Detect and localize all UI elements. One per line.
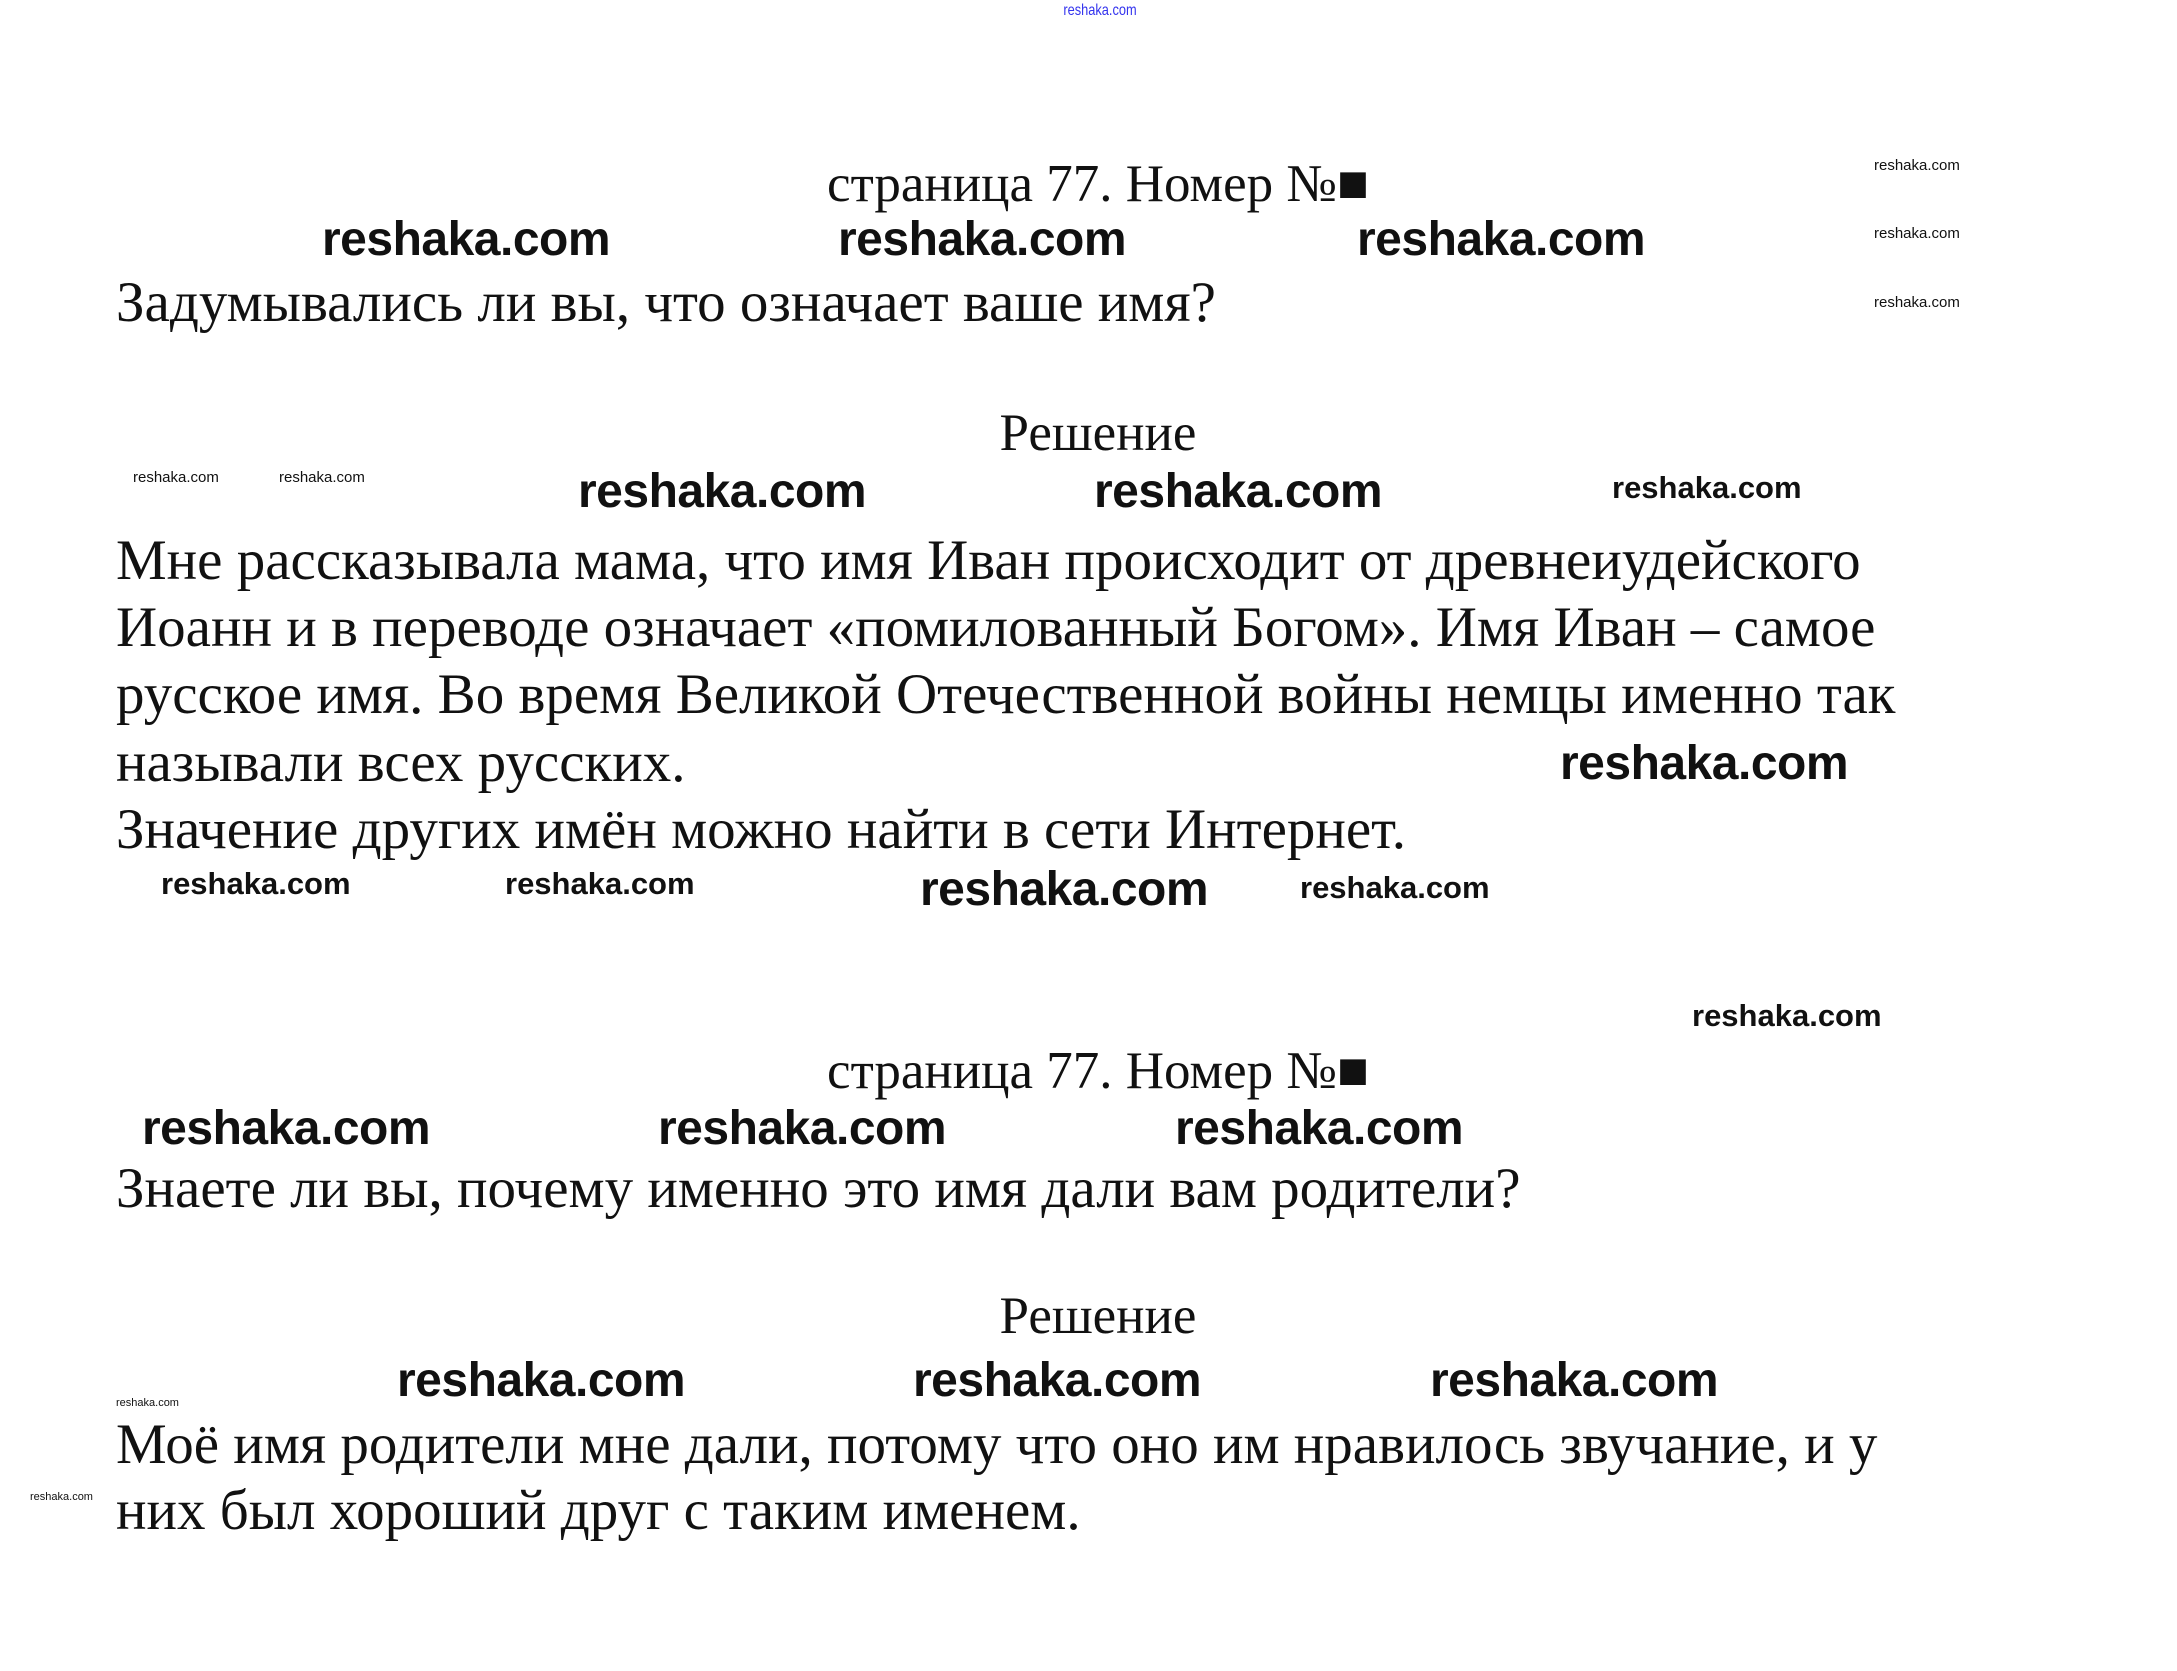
watermark: reshaka.com: [116, 1397, 179, 1409]
watermark: reshaka.com: [279, 469, 365, 486]
task1-answer-line: называли всех русских.: [116, 731, 686, 794]
watermark: reshaka.com: [1094, 465, 1383, 518]
task1-answer-line: Иоанн и в переводе означает «помилованный Богом». Имя Иван – самое: [116, 596, 1876, 659]
task2-solution-label: Решение: [999, 1287, 1197, 1345]
watermark: reshaka.com: [658, 1102, 947, 1155]
watermark: reshaka.com: [1560, 737, 1849, 790]
task2-answer-line: них был хороший друг с таким именем.: [116, 1479, 1081, 1542]
watermark: reshaka.com: [322, 213, 611, 266]
site-link[interactable]: reshaka.com: [1063, 2, 1137, 19]
watermark: reshaka.com: [1874, 294, 1960, 311]
watermark: reshaka.com: [1300, 870, 1490, 905]
task2-heading: страница 77. Номер №■: [827, 1042, 1369, 1100]
task1-heading: страница 77. Номер №■: [827, 155, 1369, 213]
watermark: reshaka.com: [397, 1354, 686, 1407]
watermark: reshaka.com: [1430, 1354, 1719, 1407]
task1-answer-line: Мне рассказывала мама, что имя Иван происходит от древнеиудейского: [116, 529, 1861, 592]
task1-solution-label: Решение: [999, 404, 1197, 462]
watermark: reshaka.com: [913, 1354, 1202, 1407]
watermark: reshaka.com: [578, 465, 867, 518]
watermark: reshaka.com: [142, 1102, 431, 1155]
watermark: reshaka.com: [838, 213, 1127, 266]
task1-question: Задумывались ли вы, что означает ваше имя?: [116, 271, 1216, 334]
watermark: reshaka.com: [1612, 470, 1802, 505]
watermark: reshaka.com: [1175, 1102, 1464, 1155]
task2-question: Знаете ли вы, почему именно это имя дали вам родители?: [116, 1157, 1521, 1220]
watermark: reshaka.com: [30, 1491, 93, 1503]
task1-answer-line: Значение других имён можно найти в сети Интернет.: [116, 798, 1407, 861]
watermark: reshaka.com: [1874, 225, 1960, 242]
watermark: reshaka.com: [920, 863, 1209, 916]
watermark: reshaka.com: [1692, 998, 1882, 1033]
watermark: reshaka.com: [505, 866, 695, 901]
task2-answer-line: Моё имя родители мне дали, потому что оно им нравилось звучание, и у: [116, 1413, 1878, 1476]
watermark: reshaka.com: [133, 469, 219, 486]
watermark: reshaka.com: [1874, 157, 1960, 174]
watermark: reshaka.com: [1357, 213, 1646, 266]
watermark: reshaka.com: [161, 866, 351, 901]
task1-answer-line: русское имя. Во время Великой Отечественной войны немцы именно так: [116, 663, 1896, 726]
